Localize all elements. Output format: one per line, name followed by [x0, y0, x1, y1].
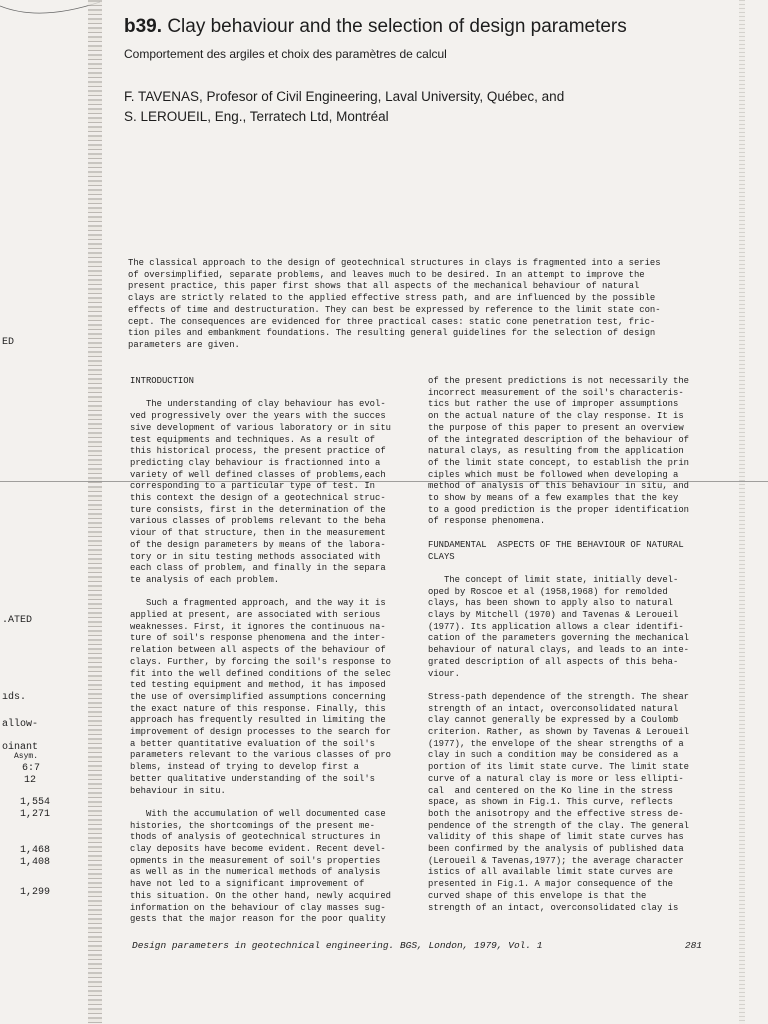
margin-fragment: 1,468: [20, 845, 51, 856]
text-line: With the accumulation of well documented case: [130, 808, 386, 819]
text-line: opments in the measurement of soil's properties: [130, 855, 381, 866]
page-footer: [132, 940, 712, 951]
text-line: space, as shown in Fig.1. This curve, reflects: [428, 797, 673, 808]
abstract-line: cept. The consequences are evidenced for three practical cases: static cone penetration test, fric-: [128, 316, 656, 327]
text-line: clays. Further, by forcing the soil's response to: [130, 656, 391, 667]
text-line: criterion. Rather, as shown by Tavenas & Leroueil: [428, 727, 689, 738]
text-line: istics of all available limit state curves are: [428, 867, 673, 878]
text-line: the exact nature of this response. Finally, this: [130, 703, 386, 714]
abstract-line: clays are strictly related to the applied effective stress path, and are influenced by the possible: [128, 293, 656, 304]
paragraph-gap: [428, 680, 723, 692]
abstract-line: effects of time and destructuration. They can best be expressed by reference to the limit state con-: [128, 304, 661, 315]
abstract-line: The classical approach to the design of geotechnical structures in clays is fragmented into a series: [128, 258, 661, 268]
margin-fragment: ED: [2, 337, 15, 348]
text-line: ture consists, first in the determination of the: [130, 504, 386, 515]
margin-fragment: Asym.: [14, 752, 39, 761]
paper-subtitle: Comportement des argiles et choix des paramètres de calcul: [124, 47, 447, 61]
section-heading-introduction: INTRODUCTION: [130, 376, 194, 386]
left-column: [130, 376, 415, 926]
text-line: (1977), the envelope of the shear strengths of a: [428, 738, 684, 749]
text-line: clays by Mitchell (1970) and Tavenas & Leroueil: [428, 610, 679, 621]
paragraph-gap: [428, 528, 723, 540]
paper-header: [124, 14, 734, 127]
book-edge: [739, 0, 745, 1024]
text-line: strength of an intact, overconsolidated natural: [428, 703, 679, 714]
text-line: validity of this shape of limit state curves has: [428, 832, 684, 843]
text-line: corresponding to a particular type of test. In: [130, 481, 375, 492]
text-line: strength of an intact, overconsolidated clay is: [428, 902, 679, 913]
text-line: test equipments and techniques. As a result of: [130, 434, 375, 445]
authors-line: S. LEROUEIL, Eng., Terratech Ltd, Montréal: [124, 109, 389, 124]
text-line: incorrect measurement of the soil's characteris-: [428, 387, 684, 398]
text-line: portion of its limit state curve. The limit state: [428, 762, 689, 773]
text-line: The concept of limit state, initially devel-: [428, 574, 679, 585]
abstract-line: of oversimplified, separate problems, and leaves much to be desired. In an attempt to improve the: [128, 269, 645, 280]
text-line: clay deposits have become evident. Recent devel-: [130, 844, 386, 855]
text-line: (1977). Its application allows a clear identifi-: [428, 621, 684, 632]
text-line: method of analysis of this behaviour in situ, and: [428, 481, 689, 492]
section-heading-fundamental-aspects: CLAYS: [428, 551, 455, 562]
margin-fragment: .ATED: [2, 615, 33, 626]
text-line: ture of soil's response phenomena and the inter-: [130, 633, 386, 644]
margin-fragment: allow-: [2, 719, 39, 730]
text-line: ved progressively over the years with the succes: [130, 411, 386, 422]
abstract: [128, 258, 710, 352]
text-line: weaknesses. First, it ignores the continuous na-: [130, 621, 386, 632]
text-line: have not led to a significant improvement of: [130, 879, 365, 890]
text-line: tory or in situ testing methods associated with: [130, 551, 381, 562]
margin-fragment: 1,408: [20, 857, 51, 868]
text-line: the use of oversimplified assumptions concerning: [130, 691, 386, 702]
margin-fragment: 6:7: [22, 763, 41, 774]
text-line: thods of analysis of geotechnical structures in: [130, 832, 381, 843]
text-line: this context the design of a geotechnical struc-: [130, 493, 386, 504]
text-line: viour of that structure, then in the measurement: [130, 528, 386, 539]
text-line: a better quantitative evaluation of the soil's: [130, 738, 375, 749]
text-line: information on the behaviour of clay masses sug-: [130, 902, 386, 913]
text-line: te analysis of each problem.: [130, 574, 280, 585]
margin-fragment: oinant: [2, 742, 39, 753]
text-line: sive development of various laboratory or in situ: [130, 422, 391, 433]
text-line: tics but rather the use of improper assumptions: [428, 399, 679, 410]
text-line: improvement of design processes to the search for: [130, 727, 391, 738]
margin-fragment: 1,271: [20, 809, 51, 820]
text-line: been confirmed by the analysis of published data: [428, 844, 684, 855]
right-column: [428, 376, 723, 914]
text-line: to a good prediction is the proper identification: [428, 504, 689, 515]
text-line: cal and centered on the Ko line in the stress: [428, 785, 673, 796]
authors-line: F. TAVENAS, Profesor of Civil Engineering, Laval University, Québec, and: [124, 89, 565, 104]
text-line: approach has frequently resulted in limiting the: [130, 715, 386, 726]
text-line: histories, the shortcomings of the present me-: [130, 820, 375, 831]
text-line: blems, instead of trying to develop first a: [130, 762, 360, 773]
margin-fragment: ıds.: [2, 692, 27, 703]
text-line: ted testing equipment and method, it has imposed: [130, 680, 386, 691]
margin-fragment: 12: [24, 775, 37, 786]
paragraph-gap: [130, 388, 415, 400]
margin-fragment: 1,554: [20, 797, 51, 808]
paper-title: [124, 14, 734, 40]
text-line: behaviour in situ.: [130, 785, 226, 796]
text-line: the purpose of this paper to present an overview: [428, 422, 684, 433]
text-line: to show by means of a few examples that the key: [428, 493, 679, 504]
margin-fragment: 1,299: [20, 887, 51, 898]
paper-authors: [124, 87, 734, 127]
text-line: presented in Fig.1. A major consequence of the: [428, 879, 673, 890]
text-line: cation of the parameters governing the mechanical: [428, 633, 689, 644]
text-line: various classes of problems relevant to the beha: [130, 516, 386, 527]
paragraph-gap: [130, 797, 415, 809]
text-line: applied at present, are associated with serious: [130, 610, 381, 621]
text-line: grated description of all aspects of this beha-: [428, 656, 679, 667]
text-line: relation between all aspects of the behaviour of: [130, 645, 386, 656]
text-line: parameters relevant to the various classes of pro: [130, 750, 391, 761]
text-line: curve of a natural clay is more or less ellipti-: [428, 773, 684, 784]
text-line: better qualitative understanding of the soil's: [130, 773, 375, 784]
text-line: predicting clay behaviour is fractionned into a: [130, 457, 381, 468]
paper-title-text: Clay behaviour and the selection of design parameters: [167, 16, 627, 37]
footer-citation: Design parameters in geotechnical engineering. BGS, London, 1979, Vol. 1: [132, 940, 543, 951]
text-line: ciples which must be followed when developing a: [428, 469, 679, 480]
text-line: clay cannot generally be expressed by a Coulomb: [428, 715, 679, 726]
text-line: Such a fragmented approach, and the way it is: [130, 598, 386, 609]
text-line: behaviour of natural clays, and leads to an inte-: [428, 645, 689, 656]
abstract-line: parameters are given.: [128, 339, 240, 350]
text-line: pendence of the strength of the clay. The general: [428, 820, 689, 831]
section-heading-fundamental-aspects: FUNDAMENTAL ASPECTS OF THE BEHAVIOUR OF NATURAL: [428, 539, 684, 550]
text-line: of the limit state concept, to establish the prin: [428, 457, 689, 468]
text-line: of the integrated description of the behaviour of: [428, 434, 689, 445]
previous-page-margin: [0, 0, 86, 1024]
text-line: curved shape of this envelope is that the: [428, 890, 647, 901]
paragraph-gap: [428, 563, 723, 575]
book-binding: [88, 0, 102, 1024]
text-line: clays, has been shown to apply also to natural: [428, 598, 673, 609]
page-number: 281: [684, 940, 702, 951]
text-line: both the anisotropy and the effective stress de-: [428, 808, 684, 819]
text-line: as well as in the numerical methods of analysis: [130, 867, 381, 878]
text-line: this situation. On the other hand, newly acquired: [130, 890, 391, 901]
text-line: The understanding of clay behaviour has evol-: [130, 399, 386, 410]
text-line: natural clays, as resulting from the application: [428, 446, 684, 457]
text-line: Stress-path dependence of the strength. The shear: [428, 691, 689, 702]
abstract-line: present practice, this paper first shows that all aspects of the mechanical behaviour of natural: [128, 281, 640, 292]
text-line: clay in such a condition may be considered as a: [428, 750, 679, 761]
text-line: on the actual nature of the clay response. It is: [428, 411, 684, 422]
text-line: fit into the well defined conditions of the selec: [130, 668, 391, 679]
text-line: viour.: [428, 668, 460, 679]
text-line: this historical process, the present practice of: [130, 446, 386, 457]
text-line: (Leroueil & Tavenas,1977); the average character: [428, 855, 684, 866]
text-line: variety of well defined classes of problems,each: [130, 469, 386, 480]
text-line: of the present predictions is not necessarily the: [428, 376, 689, 386]
text-line: each class of problem, and finally in the separa: [130, 563, 386, 574]
paragraph-gap: [130, 587, 415, 599]
text-line: of response phenomena.: [428, 516, 546, 527]
text-line: gests that the major reason for the poor quality: [130, 914, 386, 925]
paper-number: b39.: [124, 16, 163, 37]
text-line: oped by Roscoe et al (1958,1968) for remolded: [428, 586, 668, 597]
abstract-line: tion piles and embankment foundations. The resulting general guidelines for the selection of design: [128, 328, 656, 339]
text-line: of the design parameters by means of the labora-: [130, 539, 386, 550]
